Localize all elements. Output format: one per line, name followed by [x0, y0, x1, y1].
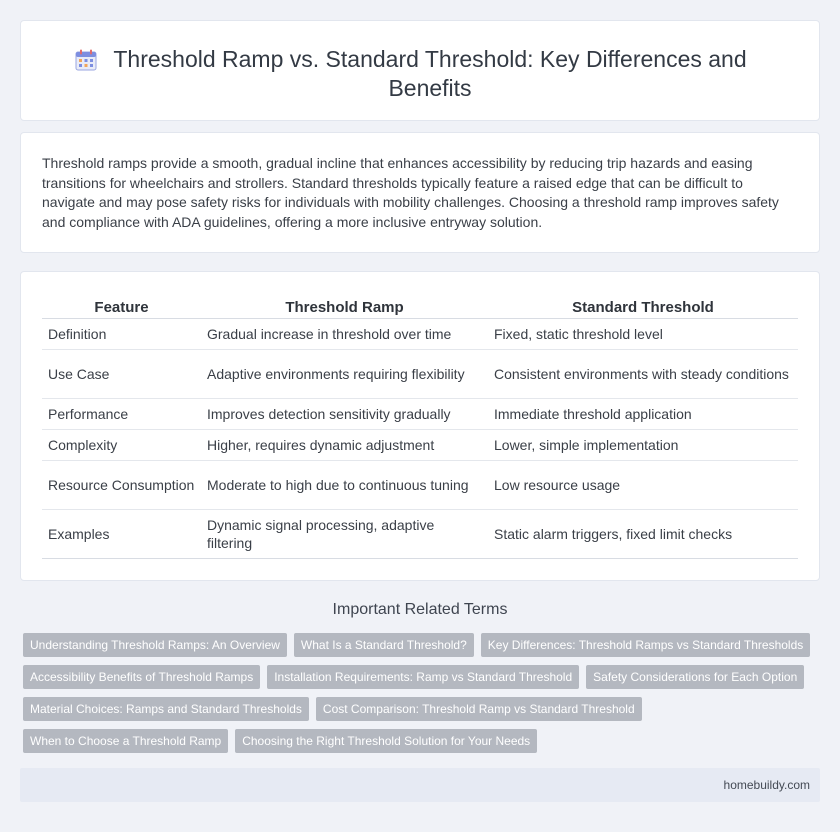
- table-row: [42, 398, 798, 429]
- cell-standard: Immediate threshold application: [488, 398, 798, 429]
- footer-site[interactable]: homebuildy.com: [723, 778, 810, 792]
- cell-feature: Performance: [42, 398, 201, 429]
- cell-standard: Static alarm triggers, fixed limit checks: [488, 509, 798, 558]
- related-tag[interactable]: Accessibility Benefits of Threshold Ramps: [23, 665, 260, 689]
- cell-feature: Use Case: [42, 349, 201, 398]
- related-tag[interactable]: Cost Comparison: Threshold Ramp vs Standard Threshold: [316, 697, 642, 721]
- intro-card: [20, 132, 820, 253]
- related-tag[interactable]: Installation Requirements: Ramp vs Standard Threshold: [267, 665, 579, 689]
- cell-feature: Examples: [42, 509, 201, 558]
- table-row: [42, 429, 798, 460]
- header-feature: Feature: [42, 297, 201, 318]
- related-tag[interactable]: When to Choose a Threshold Ramp: [23, 729, 228, 753]
- cell-feature: Definition: [42, 318, 201, 349]
- cell-ramp: Gradual increase in threshold over time: [201, 318, 488, 349]
- page-title: Threshold Ramp vs. Standard Threshold: Key Differences and Benefits: [113, 46, 747, 101]
- cell-feature: Complexity: [42, 429, 201, 460]
- cell-ramp: Higher, requires dynamic adjustment: [201, 429, 488, 460]
- table-row: [42, 349, 798, 398]
- footer: [20, 768, 820, 802]
- related-tag[interactable]: Safety Considerations for Each Option: [586, 665, 804, 689]
- table-row: [42, 509, 798, 558]
- intro-paragraph: Threshold ramps provide a smooth, gradual incline that enhances accessibility by reducing trip hazards and easing transitions for wheelchairs and strollers. Standard thresholds typically feature a raised edge that can be difficult to navigate and may pose safety risks for individuals with mobility challenges. Choosing a threshold ramp improves safety and compliance with ADA guidelines, offering a more inclusive entryway solution.: [42, 155, 779, 230]
- header-threshold-ramp: Threshold Ramp: [201, 297, 488, 318]
- related-tag[interactable]: What Is a Standard Threshold?: [294, 633, 474, 657]
- related-tag[interactable]: Choosing the Right Threshold Solution for Your Needs: [235, 729, 537, 753]
- cell-ramp: Adaptive environments requiring flexibility: [201, 349, 488, 398]
- cell-ramp: Dynamic signal processing, adaptive filtering: [201, 509, 488, 558]
- title-card: [20, 20, 820, 121]
- table-row: [42, 460, 798, 509]
- comparison-table: [42, 297, 798, 559]
- related-tag[interactable]: Material Choices: Ramps and Standard Thresholds: [23, 697, 309, 721]
- cell-ramp: Moderate to high due to continuous tuning: [201, 460, 488, 509]
- cell-standard: Consistent environments with steady conditions: [488, 349, 798, 398]
- related-tag[interactable]: Understanding Threshold Ramps: An Overview: [23, 633, 287, 657]
- cell-standard: Low resource usage: [488, 460, 798, 509]
- related-tag[interactable]: Key Differences: Threshold Ramps vs Standard Thresholds: [481, 633, 811, 657]
- table-row: [42, 318, 798, 349]
- cell-ramp: Improves detection sensitivity gradually: [201, 398, 488, 429]
- header-standard-threshold: Standard Threshold: [488, 297, 798, 318]
- comparison-card: [20, 271, 820, 581]
- related-tags: [23, 633, 823, 761]
- cell-standard: Fixed, static threshold level: [488, 318, 798, 349]
- cell-standard: Lower, simple implementation: [488, 429, 798, 460]
- cell-feature: Resource Consumption: [42, 460, 201, 509]
- table-header-row: [42, 297, 798, 318]
- related-terms-title: Important Related Terms: [332, 601, 508, 618]
